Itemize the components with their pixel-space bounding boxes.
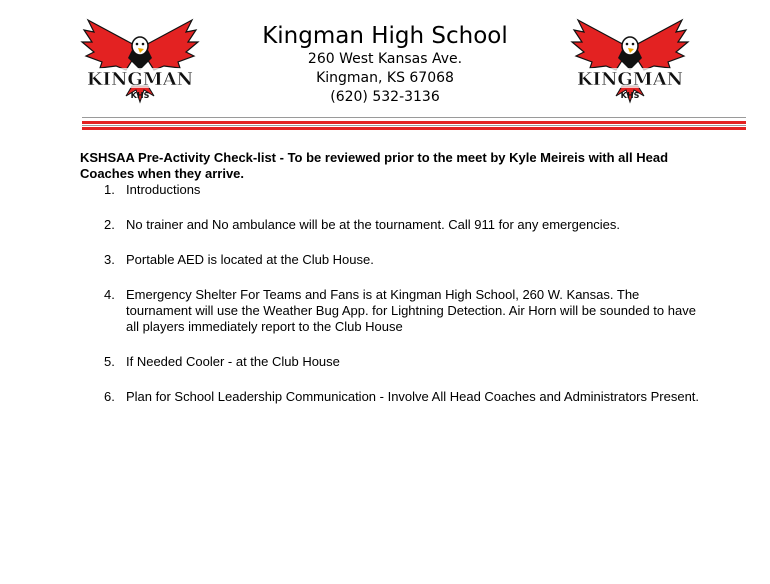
divider-red-bar bbox=[82, 121, 746, 124]
logo-text: KINGMAN bbox=[86, 69, 194, 90]
item-number: 3. bbox=[104, 252, 115, 267]
logo-sub: KHS bbox=[130, 91, 150, 100]
list-item bbox=[80, 182, 700, 198]
item-text: If Needed Cooler - at the Club House bbox=[126, 354, 340, 369]
divider-red-bar bbox=[82, 127, 746, 130]
list-item bbox=[80, 217, 700, 233]
letterhead bbox=[230, 22, 540, 107]
list-item bbox=[80, 354, 700, 370]
logo-sub: KHS bbox=[620, 91, 640, 100]
address-line-2: Kingman, KS 67068 bbox=[316, 70, 454, 86]
list-item bbox=[80, 252, 700, 268]
item-number: 1. bbox=[104, 182, 115, 197]
list-item bbox=[80, 389, 700, 405]
item-number: 4. bbox=[104, 287, 115, 302]
checklist-heading: KSHSAA Pre-Activity Check-list - To be reviewed prior to the meet by Kyle Meireis with all Head Coaches when they arrive. bbox=[80, 150, 669, 181]
item-text: Introductions bbox=[126, 182, 201, 197]
item-number: 2. bbox=[104, 217, 115, 232]
logo-text: KINGMAN bbox=[576, 69, 684, 90]
kingman-logo-right bbox=[570, 18, 690, 104]
school-name: Kingman High School bbox=[262, 23, 508, 49]
item-text: Portable AED is located at the Club House. bbox=[126, 252, 374, 267]
divider-line bbox=[82, 117, 746, 118]
item-number: 6. bbox=[104, 389, 115, 404]
list-item bbox=[80, 287, 700, 335]
item-text: Emergency Shelter For Teams and Fans is at Kingman High School, 260 W. Kansas. The tournament will use the Weather Bug App. for Lightning Detection. Air Horn will be sounded to have all players immediately report to the Club House bbox=[126, 287, 696, 334]
divider-line bbox=[82, 125, 746, 126]
checklist bbox=[80, 182, 700, 424]
kingman-logo-left bbox=[80, 18, 200, 104]
item-text: No trainer and No ambulance will be at the tournament. Call 911 for any emergencies. bbox=[126, 217, 621, 232]
phone-number: (620) 532-3136 bbox=[330, 89, 440, 105]
address-line-1: 260 West Kansas Ave. bbox=[307, 51, 463, 67]
item-text: Plan for School Leadership Communication - Involve All Head Coaches and Administrators Present. bbox=[126, 389, 700, 404]
item-number: 5. bbox=[104, 354, 115, 369]
